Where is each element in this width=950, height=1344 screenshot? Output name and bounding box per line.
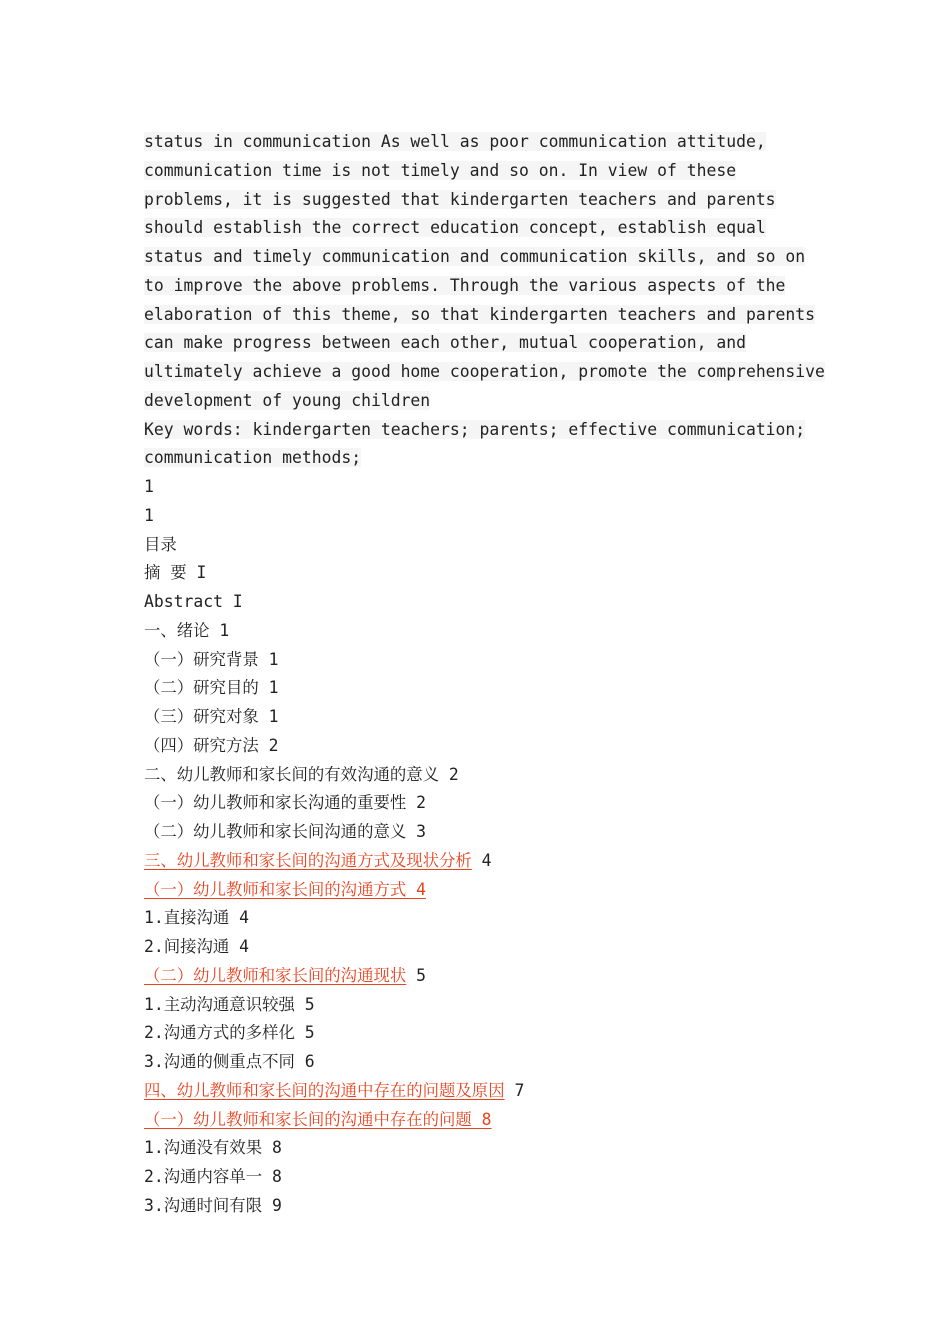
abstract-text: problems, it is suggested that kindergarten teachers and parents <box>144 189 776 209</box>
toc-entry <box>144 904 824 933</box>
keywords-line <box>144 444 824 473</box>
toc-entry <box>144 1192 824 1221</box>
toc-entry <box>144 1163 824 1192</box>
toc-entry <box>144 991 824 1020</box>
toc-entry-text: 摘 要 I <box>144 563 207 583</box>
keywords-text: Key words: kindergarten teachers; parents; effective communication; <box>144 419 806 439</box>
toc-entry-text: （三）研究对象 1 <box>144 707 279 726</box>
toc-entry-text: 2.沟通内容单一 8 <box>144 1167 282 1186</box>
abstract-text: elaboration of this theme, so that kindergarten teachers and parents <box>144 304 816 324</box>
toc-entry[interactable] <box>144 847 824 876</box>
abstract-line <box>144 214 824 243</box>
toc-entry <box>144 732 824 761</box>
toc-entry-text: （四）研究方法 2 <box>144 735 279 755</box>
toc-entry <box>144 933 824 962</box>
abstract-text: should establish the correct education concept, establish equal <box>144 218 766 238</box>
toc-entry <box>144 646 824 675</box>
toc-entry[interactable] <box>144 876 824 905</box>
abstract-text: status and timely communication and communication skills, and so on <box>144 247 806 266</box>
toc-entry <box>144 818 824 847</box>
page-number <box>144 502 824 531</box>
page-number <box>144 473 824 502</box>
toc-entry <box>144 703 824 732</box>
toc-page-number: 5 <box>406 965 426 985</box>
abstract-line <box>144 186 824 215</box>
abstract-text: status in communication As well as poor communication attitude, <box>144 132 766 151</box>
toc-entry-text: （二）幼儿教师和家长间沟通的意义 3 <box>144 822 426 841</box>
toc-entry-text: 2.间接沟通 4 <box>144 937 250 956</box>
toc-link[interactable]: （一）幼儿教师和家长间的沟通中存在的问题 8 <box>144 1109 492 1129</box>
abstract-line <box>144 301 824 330</box>
toc-entry-text: 3.沟通的侧重点不同 6 <box>144 1052 315 1071</box>
toc-entry-text: 二、幼儿教师和家长间的有效沟通的意义 2 <box>144 764 459 784</box>
abstract-text: can make progress between each other, mutual cooperation, and <box>144 333 746 353</box>
toc-entry <box>144 588 824 617</box>
abstract-line <box>144 157 824 186</box>
toc-entry <box>144 761 824 790</box>
toc-link[interactable]: （二）幼儿教师和家长间的沟通现状 <box>144 965 407 985</box>
abstract-line <box>144 243 824 272</box>
page-number-text: 1 <box>144 505 154 525</box>
toc-link[interactable]: 三、幼儿教师和家长间的沟通方式及现状分析 <box>144 850 472 870</box>
keywords-text: communication methods; <box>144 448 362 468</box>
abstract-line <box>144 272 824 301</box>
keywords-line <box>144 416 824 445</box>
page-number-text: 1 <box>144 477 154 496</box>
toc-entry <box>144 1019 824 1048</box>
toc-entry-text: 2.沟通方式的多样化 5 <box>144 1023 315 1043</box>
abstract-text: ultimately achieve a good home cooperation, promote the comprehensive <box>144 362 825 381</box>
toc-entry <box>144 1134 824 1163</box>
toc-entry <box>144 674 824 703</box>
toc-entry-text: （二）研究目的 1 <box>144 678 279 698</box>
toc-link[interactable]: （一）幼儿教师和家长间的沟通方式 4 <box>144 879 426 899</box>
toc-entry-text: 一、绪论 1 <box>144 620 230 640</box>
toc-page-number: 7 <box>504 1080 525 1100</box>
abstract-line <box>144 329 824 358</box>
toc-entry-text: Abstract I <box>144 592 243 611</box>
toc-entry <box>144 617 824 646</box>
toc-entry-text: 3.沟通时间有限 9 <box>144 1195 282 1215</box>
toc-title <box>144 531 824 560</box>
toc-entry <box>144 789 824 818</box>
toc-entry-text: （一）研究背景 1 <box>144 649 279 669</box>
toc-entry[interactable] <box>144 962 824 991</box>
abstract-line <box>144 128 824 157</box>
toc-title-text: 目录 <box>144 534 177 554</box>
toc-entry[interactable] <box>144 1106 824 1135</box>
toc-entry <box>144 559 824 588</box>
abstract-text: to improve the above problems. Through the various aspects of the <box>144 275 786 295</box>
toc-entry-text: 1.直接沟通 4 <box>144 908 250 928</box>
toc-page-number: 4 <box>471 850 492 870</box>
table-of-contents <box>144 559 824 1220</box>
abstract-line <box>144 358 824 387</box>
toc-entry-text: （一）幼儿教师和家长沟通的重要性 2 <box>144 793 426 813</box>
toc-entry-text: 1.主动沟通意识较强 5 <box>144 994 315 1014</box>
abstract-line <box>144 387 824 416</box>
toc-entry-text: 1.沟通没有效果 8 <box>144 1138 282 1158</box>
document-page <box>144 128 824 1221</box>
abstract-text: development of young children <box>144 390 431 410</box>
toc-entry[interactable] <box>144 1077 824 1106</box>
toc-entry <box>144 1048 824 1077</box>
toc-link[interactable]: 四、幼儿教师和家长间的沟通中存在的问题及原因 <box>144 1080 505 1100</box>
abstract-text: communication time is not timely and so on. In view of these <box>144 160 737 180</box>
